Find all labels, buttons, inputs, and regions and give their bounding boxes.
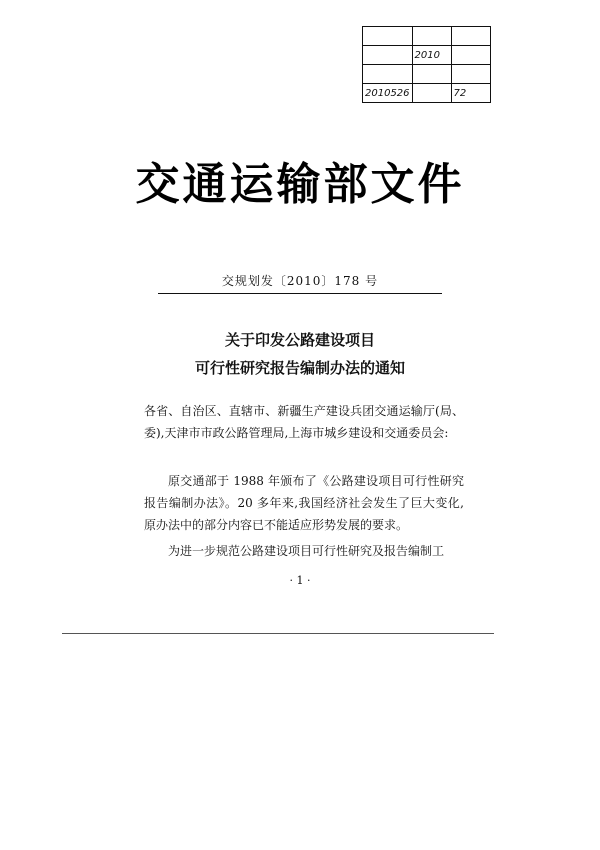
stamp-cell-pages: 72 (451, 84, 490, 103)
stamp-cell-serial: 2010526 (363, 84, 413, 103)
stamp-cell (412, 84, 451, 103)
stamp-row (363, 65, 491, 84)
page-number: · 1 · (289, 574, 311, 587)
notice-title-line: 关于印发公路建设项目 (224, 331, 375, 349)
stamp-cell-year: 2010 (412, 46, 451, 65)
stamp-row (363, 46, 491, 65)
registration-stamp-table (362, 26, 491, 103)
footer-divider (62, 633, 494, 634)
notice-title (0, 326, 600, 382)
stamp-cell (412, 65, 451, 84)
body-paragraph: 为进一步规范公路建设项目可行性研究及报告编制工 (168, 544, 445, 558)
header-divider (158, 293, 442, 294)
stamp-cell (451, 65, 490, 84)
document-number: 交规划发〔2010〕178 号 (221, 274, 379, 288)
stamp-cell (363, 65, 413, 84)
notice-title-line: 可行性研究报告编制办法的通知 (194, 359, 405, 377)
stamp-cell (451, 27, 490, 46)
stamp-row (363, 27, 491, 46)
stamp-row (363, 84, 491, 103)
body-paragraph: 原交通部于 1988 年颁布了《公路建设项目可行性研究报告编制办法》。20 多年来,我国经济社会发生了巨大变化,原办法中的部分内容已不能适应形势发展的要求。 (144, 474, 464, 532)
document-header-title: 交通运输部文件 (135, 159, 465, 210)
stamp-cell (451, 46, 490, 65)
addressee-paragraph: 各省、自治区、直辖市、新疆生产建设兵团交通运输厅(局、委),天津市市政公路管理局,上海市城乡建设和交通委员会: (144, 404, 464, 440)
stamp-cell (412, 27, 451, 46)
stamp-cell (363, 27, 413, 46)
stamp-cell (363, 46, 413, 65)
